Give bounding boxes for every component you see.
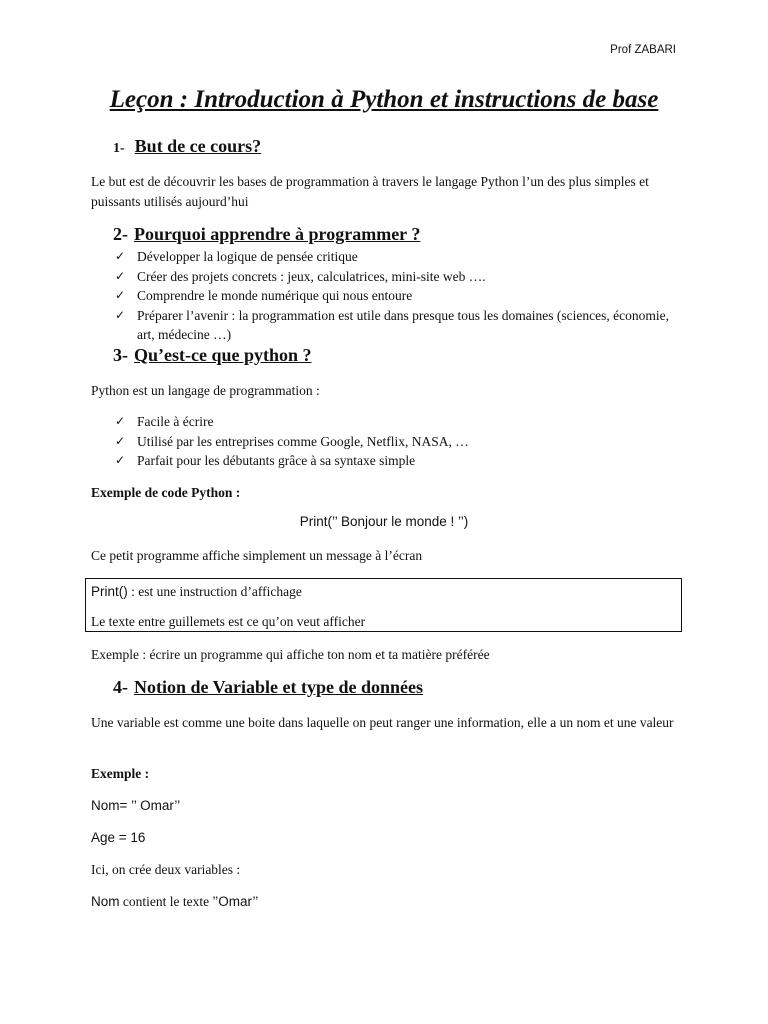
section-1-paragraph: Le but est de découvrir les bases de programmation à travers le langage Python l’un des plus simples et puissants utilisés aujourd’hui: [91, 174, 649, 209]
exercise-text: Exemple : écrire un programme qui affiche ton nom et ta matière préférée: [91, 647, 490, 662]
code-example: Print(’’ Bonjour le monde ! ’’): [299, 514, 469, 529]
section-number: 3-: [113, 345, 128, 365]
author-header: Prof ZABARI: [610, 44, 676, 56]
code-keyword: Print(): [91, 584, 128, 599]
section-2-heading: [113, 224, 420, 245]
list-item: ✓ Préparer l’avenir : la programmation est utile dans presque tous les domaines (sciences, économie, art, médecine …): [115, 307, 669, 342]
list-item: ✓ Créer des projets concrets : jeux, calculatrices, mini-site web ….: [115, 267, 675, 287]
list-item: ✓ Développer la logique de pensée critique: [115, 247, 675, 267]
section-2-list: [115, 247, 675, 345]
list-item: ✓ Utilisé par les entreprises comme Google, Netflix, NASA, …: [115, 432, 675, 452]
list-item: ✓ Comprendre le monde numérique qui nous entoure: [115, 286, 675, 306]
page-title: Leçon : Introduction à Python et instructions de base: [109, 86, 659, 113]
list-item: ✓ Facile à écrire: [115, 412, 675, 432]
code-example-label: Exemple de code Python :: [91, 485, 241, 500]
section-title: Qu’est-ce que python ?: [134, 345, 312, 365]
section-4-heading: [113, 677, 423, 698]
checkmark-icon: ✓: [115, 414, 126, 428]
section-3-list: [115, 412, 675, 471]
variable-example-label: Exemple :: [91, 766, 150, 781]
variable-value: ’’Omar’’: [212, 894, 259, 909]
variables-note: Ici, on crée deux variables :: [91, 862, 241, 877]
section-title: Pourquoi apprendre à programmer ?: [134, 224, 421, 244]
info-box-line-1: Print() : est une instruction d’affichage: [91, 584, 302, 599]
section-1-heading: [113, 136, 261, 157]
section-3-heading: [113, 345, 312, 366]
section-number: 2-: [113, 224, 128, 244]
code-line: Nom= ’’ Omar’’: [91, 798, 181, 813]
checkmark-icon: ✓: [115, 433, 126, 448]
section-3-intro: Python est un langage de programmation :: [91, 383, 320, 398]
checkmark-icon: ✓: [115, 288, 126, 302]
section-title: Notion de Variable et type de données: [134, 677, 424, 697]
code-explanation: Ce petit programme affiche simplement un message à l’écran: [91, 548, 423, 563]
section-title: But de ce cours?: [134, 136, 262, 156]
list-item: ✓ Parfait pour les débutants grâce à sa syntaxe simple: [115, 451, 675, 471]
info-box: [85, 578, 682, 632]
info-box-line-2: Le texte entre guillemets est ce qu’on veut afficher: [91, 614, 366, 629]
checkmark-icon: ✓: [115, 453, 126, 467]
section-number: 1-: [113, 141, 125, 156]
variable-name: Nom: [91, 894, 120, 909]
checkmark-icon: ✓: [115, 307, 126, 322]
variable-description: Nom contient le texte ’’Omar’’: [91, 894, 259, 909]
checkmark-icon: ✓: [115, 249, 126, 263]
section-4-paragraph: Une variable est comme une boite dans laquelle on peut ranger une information, elle a un nom et une valeur: [91, 715, 674, 730]
section-number: 4-: [113, 677, 128, 697]
checkmark-icon: ✓: [115, 268, 126, 283]
code-line: Age = 16: [91, 830, 146, 845]
